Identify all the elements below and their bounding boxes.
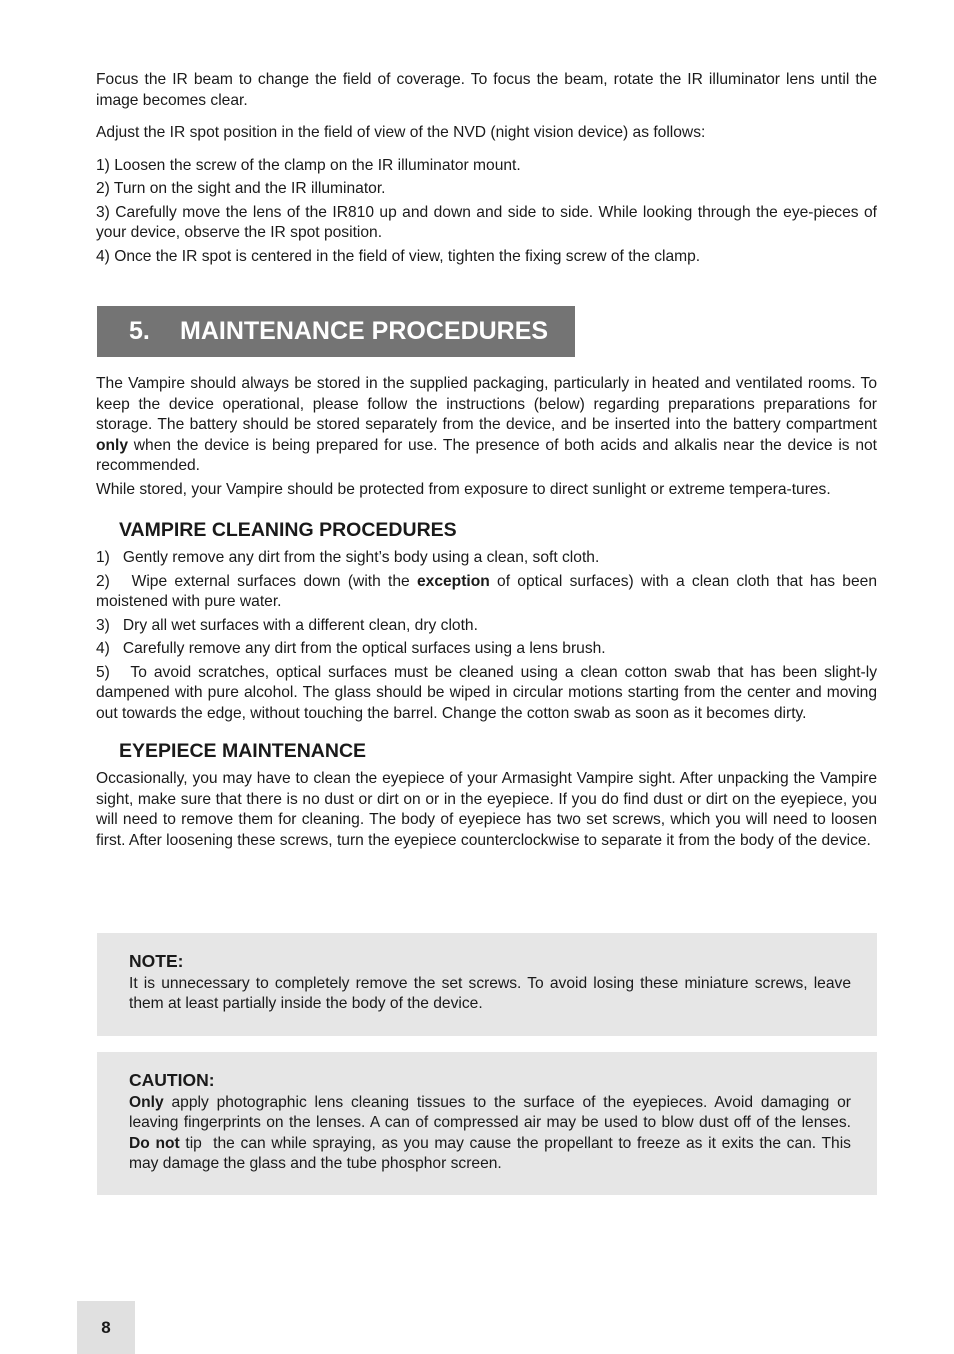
ir-step: 4) Once the IR spot is centered in the field of view, tighten the fixing screw of the clamp. — [96, 247, 701, 265]
caution-text-part: tip the can while spraying, as you may cause the propellant to freeze as it exits the can. This may damage the glass and the tube phosphor screen. — [129, 1134, 856, 1172]
ir-step: 3) Carefully move the lens of the IR810 up and down and side to side. While looking through the eye-pieces of your device, observe the IR spot position. — [96, 203, 877, 241]
maintenance-body — [96, 374, 882, 851]
caution-title: CAUTION: — [129, 1070, 215, 1090]
cleaning-step: 4) Carefully remove any dirt from the optical surfaces using a lens brush. — [96, 640, 606, 657]
cleaning-steps-list — [96, 548, 882, 724]
cleaning-step: 5) To avoid scratches, optical surfaces must be cleaned using a clean cotton swab that has been slight-ly dampened with pure alcohol. The glass should be wiped in circular motions starting from the center and moving out towards the edge, without touching the barrel. Change the cotton swab as soon as it becomes dirty. — [96, 663, 882, 722]
cleaning-step: 1) Gently remove any dirt from the sight’s body using a clean, soft cloth. — [96, 549, 600, 566]
storage-text: The Vampire should always be stored in the supplied packaging, particularly in heated and ventilated rooms. To keep the device operational, please follow the instructions (below) regarding preparations preparations for storage. The battery should be stored separately from the device, and be inserted into the battery compartment — [96, 375, 877, 433]
note-text: It is unnecessary to completely remove the set screws. To avoid losing these miniature screws, leave them at least partially inside the body of the device. — [129, 974, 851, 1012]
caution-box — [97, 1052, 877, 1195]
eyepiece-paragraph: Occasionally, you may have to clean the eyepiece of your Armasight Vampire sight. After unpacking the Vampire sight, make sure that there is no dust or dirt on or in the eyepiece. If you do find dust or dirt on the eyepiece, you will need to remove them for cleaning. The body of eyepiece has two set screws, which you will need to loosen first. After loosening these screws, turn the eyepiece counterclockwise to separate it from the body of the device. — [96, 770, 877, 849]
section-number: 5. — [129, 317, 150, 345]
cleaning-heading: VAMPIRE CLEANING PROCEDURES — [119, 519, 457, 541]
storage-text: when the device is being prepared for use. The presence of both acids and alkalis near the device is not recommended. — [96, 436, 877, 474]
page-number: 8 — [77, 1301, 135, 1354]
section-title: MAINTENANCE PROCEDURES — [180, 317, 549, 345]
ir-steps-list — [96, 156, 877, 268]
intro-block — [96, 70, 877, 270]
storage-paragraph — [96, 374, 877, 477]
cleaning-step-emphasis: exception — [416, 572, 490, 590]
section-heading-bar — [97, 306, 575, 357]
caution-emphasis: Do not — [129, 1134, 180, 1152]
ir-step: 1) Loosen the screw of the clamp on the IR illuminator mount. — [96, 156, 521, 174]
storage-emphasis: only — [96, 436, 129, 454]
caution-emphasis: Only — [129, 1093, 164, 1111]
cleaning-step-text: of optical surfaces) with a clean cloth that has been moistened with pure water. — [96, 572, 882, 610]
intro-paragraph-focus: Focus the IR beam to change the field of coverage. To focus the beam, rotate the IR illuminator lens until the image becomes clear. — [96, 71, 877, 109]
ir-step: 2) Turn on the sight and the IR illuminator. — [96, 180, 386, 197]
cleaning-step: 3) Dry all wet surfaces with a different clean, dry cloth. — [96, 616, 478, 634]
cleaning-step-text: 2) Wipe external surfaces down (with the — [96, 572, 417, 590]
cleaning-step — [96, 572, 882, 613]
storage-sunlight-paragraph: While stored, your Vampire should be protected from exposure to direct sunlight or extreme tempera-tures. — [96, 480, 831, 498]
intro-paragraph-adjust: Adjust the IR spot position in the field of view of the NVD (night vision device) as follows: — [96, 124, 706, 141]
caution-text-part: apply photographic lens cleaning tissues to the surface of the eyepieces. Avoid damaging or leaving fingerprints on the lenses. A can of compressed air may be used to blow dust off of the lenses. — [129, 1093, 851, 1131]
eyepiece-heading: EYEPIECE MAINTENANCE — [119, 740, 367, 762]
note-title: NOTE: — [129, 951, 184, 971]
note-box — [97, 933, 877, 1036]
caution-text — [129, 1093, 856, 1175]
